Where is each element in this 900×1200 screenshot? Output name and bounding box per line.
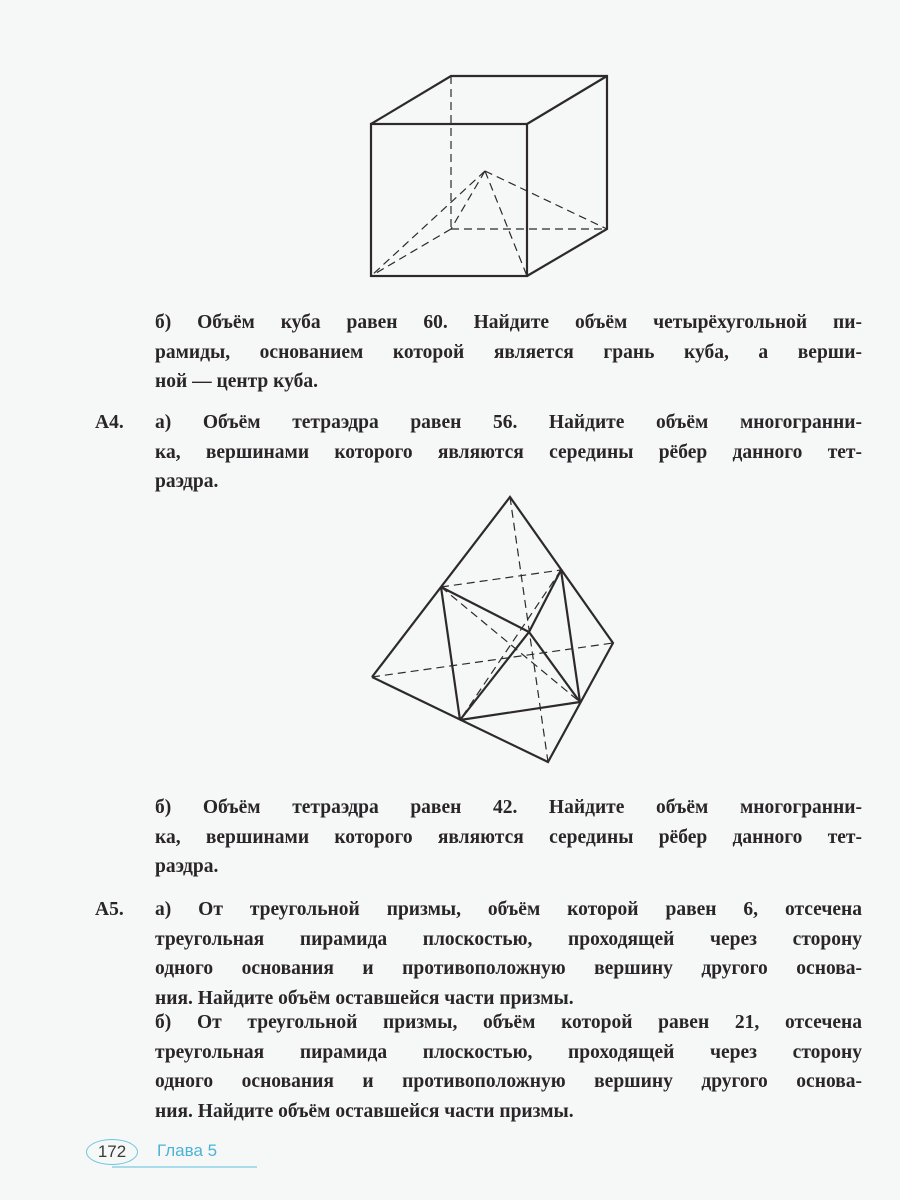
text-line: а) Объём тетраэдра равен 56. Найдите объём многогранни- bbox=[155, 412, 862, 433]
problem-a4-part-b bbox=[155, 793, 862, 882]
cube-pyramid-figure bbox=[371, 76, 607, 276]
text-line: треугольная пирамида плоскостью, проходящей через сторону bbox=[155, 928, 862, 950]
text-line: б) Объём куба равен 60. Найдите объём четырёхугольной пи- bbox=[155, 312, 862, 333]
problem-a5-part-a bbox=[155, 895, 862, 1013]
problem-label-a4: А4. bbox=[95, 412, 124, 433]
problem-a4-part-a bbox=[155, 408, 862, 497]
text-line: одного основания и противоположную вершину другого основа- bbox=[155, 958, 862, 979]
text-line: ка, вершинами которого являются середины рёбер данного тет- bbox=[155, 441, 862, 463]
problem-a5-part-b bbox=[155, 1008, 862, 1126]
problem-label-a5: А5. bbox=[95, 899, 124, 920]
footer-underline bbox=[112, 1166, 257, 1168]
text-line: одного основания и противоположную вершину другого основа- bbox=[155, 1071, 862, 1092]
text-line: ния. Найдите объём оставшейся части призмы. bbox=[155, 1100, 574, 1122]
text-line: б) Объём тетраэдра равен 42. Найдите объём многогранни- bbox=[155, 797, 862, 818]
text-line: ния. Найдите объём оставшейся части призмы. bbox=[155, 987, 574, 1009]
tetrahedron-octahedron-figure bbox=[372, 497, 613, 762]
page-number: 172 bbox=[86, 1139, 138, 1165]
text-line: раэдра. bbox=[155, 856, 219, 877]
text-line: ной — центр куба. bbox=[155, 371, 318, 392]
text-line: б) От треугольной призмы, объём которой равен 21, отсечена bbox=[155, 1012, 862, 1033]
text-line: раэдра. bbox=[155, 471, 219, 492]
page-footer bbox=[82, 1136, 252, 1170]
problem-a3-part-b bbox=[155, 308, 862, 397]
text-line: рамиды, основанием которой является грань куба, а верши- bbox=[155, 341, 862, 363]
text-line: треугольная пирамида плоскостью, проходящей через сторону bbox=[155, 1041, 862, 1063]
text-line: ка, вершинами которого являются середины рёбер данного тет- bbox=[155, 826, 862, 848]
text-line: а) От треугольной призмы, объём которой равен 6, отсечена bbox=[155, 899, 862, 920]
chapter-label: Глава 5 bbox=[157, 1141, 218, 1160]
